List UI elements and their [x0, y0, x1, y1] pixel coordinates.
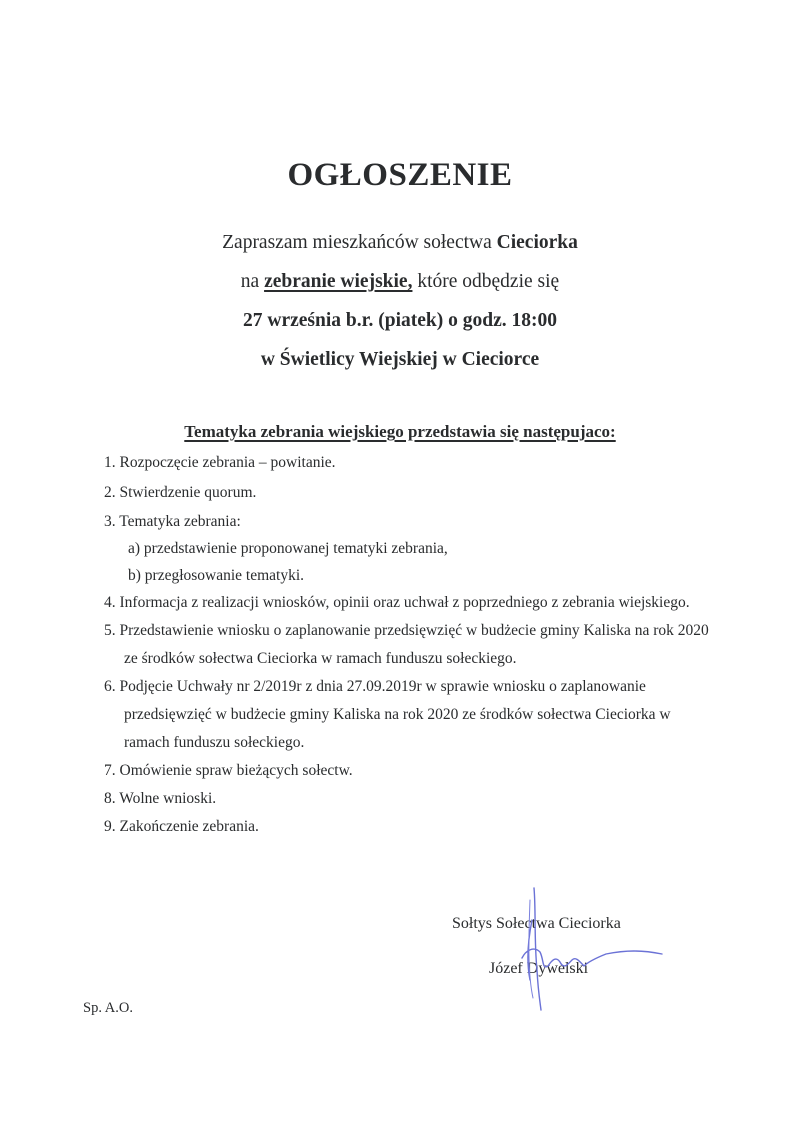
signature-stroke [522, 888, 662, 1010]
village-name: Cieciorka [496, 232, 578, 253]
agenda-item-6: 6. Podjęcie Uchwały nr 2/2019r z dnia 27.09.2019r w sprawie wniosku o zaplanowanie [104, 678, 646, 695]
agenda-item-3: 3. Tematyka zebrania: [104, 513, 241, 530]
document-title: OGŁOSZENIE [287, 157, 513, 193]
agenda-item-6-cont-2: ramach funduszu sołeckiego. [124, 734, 305, 751]
agenda-item-3b: b) przegłosowanie tematyki. [128, 567, 305, 584]
handwritten-signature [430, 880, 670, 1020]
agenda-item-5: 5. Przedstawienie wniosku o zaplanowanie przedsięwzięć w budżecie gminy Kaliska na rok 2020 [104, 622, 709, 639]
intro-line-2-suffix: które odbędzie się [412, 271, 560, 292]
agenda-item-5-cont: ze środków sołectwa Cieciorka w ramach funduszu sołeckiego. [124, 650, 517, 667]
signatory-name: Józef Dywelski [489, 960, 589, 977]
agenda-item-8: 8. Wolne wnioski. [104, 790, 217, 807]
meeting-location: w Świetlicy Wiejskiej w Cieciorce [260, 349, 540, 370]
agenda-item-1: 1. Rozpoczęcie zebrania – powitanie. [104, 454, 336, 471]
meeting-date-time: 27 września b.r. (piatek) o godz. 18:00 [243, 310, 557, 331]
intro-line-1-text: Zapraszam mieszkańców sołectwa [222, 232, 497, 253]
agenda-item-6-cont-1: przedsięwzięć w budżecie gminy Kaliska na rok 2020 ze środków sołectwa Cieciorka w [124, 706, 671, 723]
signatory-role: Sołtys Sołectwa Cieciorka [452, 915, 621, 932]
agenda-item-7: 7. Omówienie spraw bieżących sołectw. [104, 762, 353, 779]
agenda-item-3a: a) przedstawienie proponowanej tematyki zebrania, [128, 540, 448, 557]
intro-line-1 [0, 232, 800, 254]
agenda-item-9: 9. Zakończenie zebrania. [104, 818, 259, 835]
agenda-item-4: 4. Informacja z realizacji wniosków, opinii oraz uchwał z poprzedniego z zebrania wiejskiego. [104, 594, 690, 611]
footer-note: Sp. A.O. [83, 1000, 133, 1016]
agenda-heading: Tematyka zebrania wiejskiego przedstawia się następujaco: [184, 422, 616, 441]
intro-line-2-prefix: na [240, 271, 265, 292]
intro-line-2 [0, 271, 800, 293]
agenda-item-2: 2. Stwierdzenie quorum. [104, 484, 257, 501]
meeting-type: zebranie wiejskie, [264, 271, 413, 292]
